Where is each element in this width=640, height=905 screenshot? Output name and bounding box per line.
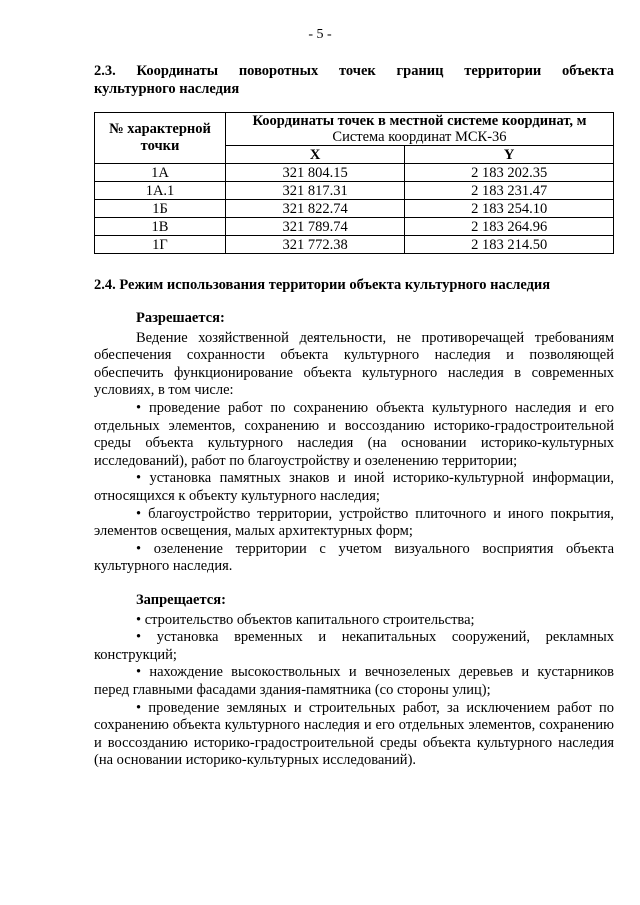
list-item — [94, 629, 614, 664]
list-item-text: нахождение высокоствольных и вечнозеленых деревьев и кустарников перед главными фасадами здания-памятника (со стороны улиц); — [94, 664, 615, 698]
x-cell: 321 822.74 — [226, 200, 405, 218]
coordinates-table — [94, 112, 614, 254]
table-row — [95, 164, 614, 182]
point-cell: 1А.1 — [95, 182, 226, 200]
header-point — [95, 113, 226, 164]
y-cell: 2 183 231.47 — [405, 182, 614, 200]
forbidden-heading: Запрещается: — [136, 592, 226, 608]
point-cell: 1А — [95, 164, 226, 182]
list-item — [94, 700, 614, 770]
section-2-3-title-line1: 2.3. Координаты поворотных точек границ территории объекта — [94, 63, 614, 79]
bullet-icon: • — [136, 540, 142, 557]
point-cell: 1Г — [95, 236, 226, 254]
table-row — [95, 236, 614, 254]
allowed-heading: Разрешается: — [136, 310, 225, 326]
bullet-icon: • — [136, 399, 142, 416]
x-cell: 321 817.31 — [226, 182, 405, 200]
list-item-text: проведение земляных и строительных работ, за исключением работ по сохранению объекта культурного наследия и его отдельных элементов, сохранению и воссозданию историко-градостроительной среды объекта культурного наследия (на основании историко-культурных исследований). — [94, 699, 614, 769]
header-point-line1: № характерной — [109, 121, 211, 137]
point-cell: 1В — [95, 218, 226, 236]
bullet-icon: • — [136, 611, 142, 628]
x-cell: 321 804.15 — [226, 164, 405, 182]
bullet-icon: • — [136, 505, 142, 522]
page-number: - 5 - — [308, 27, 332, 42]
section-2-3-heading — [94, 62, 614, 98]
header-coordinates — [226, 113, 614, 146]
bullet-icon: • — [136, 699, 142, 716]
list-item-text: установка временных и некапитальных сооружений, рекламных конструкций; — [94, 629, 614, 663]
list-item — [94, 541, 614, 576]
allowed-section — [94, 310, 614, 576]
x-cell: 321 772.38 — [226, 236, 405, 254]
bullet-icon: • — [136, 470, 142, 487]
bullet-icon: • — [136, 629, 142, 646]
section-2-3-title-line2: культурного наследия — [94, 81, 240, 97]
list-item — [94, 664, 614, 699]
y-cell: 2 183 202.35 — [405, 164, 614, 182]
list-item-text: озеленение территории с учетом визуального восприятия объекта культурного наследия. — [94, 540, 614, 575]
header-point-line2: точки — [140, 138, 180, 154]
list-item — [94, 400, 614, 470]
header-coordinates-title: Координаты точек в местной системе координат, м — [252, 113, 587, 129]
list-item-text: проведение работ по сохранению объекта культурного наследия и его отдельных элементов, сохранению и воссозданию историко-градостроительной среды объекта культурного наследия (на основании историко-культурных исследований), работ по благоустройству и озеленению территории; — [94, 399, 614, 469]
table-row — [95, 200, 614, 218]
list-item — [94, 612, 614, 630]
header-y: Y — [405, 146, 614, 164]
table-row — [95, 182, 614, 200]
list-item — [94, 470, 614, 505]
list-item-text: установка памятных знаков и иной историко-культурной информации, относящихся к объекту культурного наследия; — [94, 470, 615, 504]
allowed-intro: Ведение хозяйственной деятельности, не противоречащей требованиям обеспечения сохранности объекта культурного наследия и позволяющей обеспечить функционирование объекта культурного наследия в современных условиях, в том числе: — [94, 329, 614, 399]
bullet-icon: • — [136, 664, 142, 681]
table-row — [95, 218, 614, 236]
coordinate-system: Система координат МСК-36 — [332, 129, 507, 145]
forbidden-section — [94, 592, 614, 770]
x-cell: 321 789.74 — [226, 218, 405, 236]
header-x: X — [226, 146, 405, 164]
list-item — [94, 506, 614, 541]
section-2-4-heading: 2.4. Режим использования территории объекта культурного наследия — [94, 277, 551, 293]
list-item-text: благоустройство территории, устройство плиточного и иного покрытия, элементов освещения, малых архитектурных форм; — [94, 505, 614, 540]
point-cell: 1Б — [95, 200, 226, 218]
y-cell: 2 183 214.50 — [405, 236, 614, 254]
y-cell: 2 183 254.10 — [405, 200, 614, 218]
y-cell: 2 183 264.96 — [405, 218, 614, 236]
list-item-text: строительство объектов капитального строительства; — [144, 611, 475, 628]
